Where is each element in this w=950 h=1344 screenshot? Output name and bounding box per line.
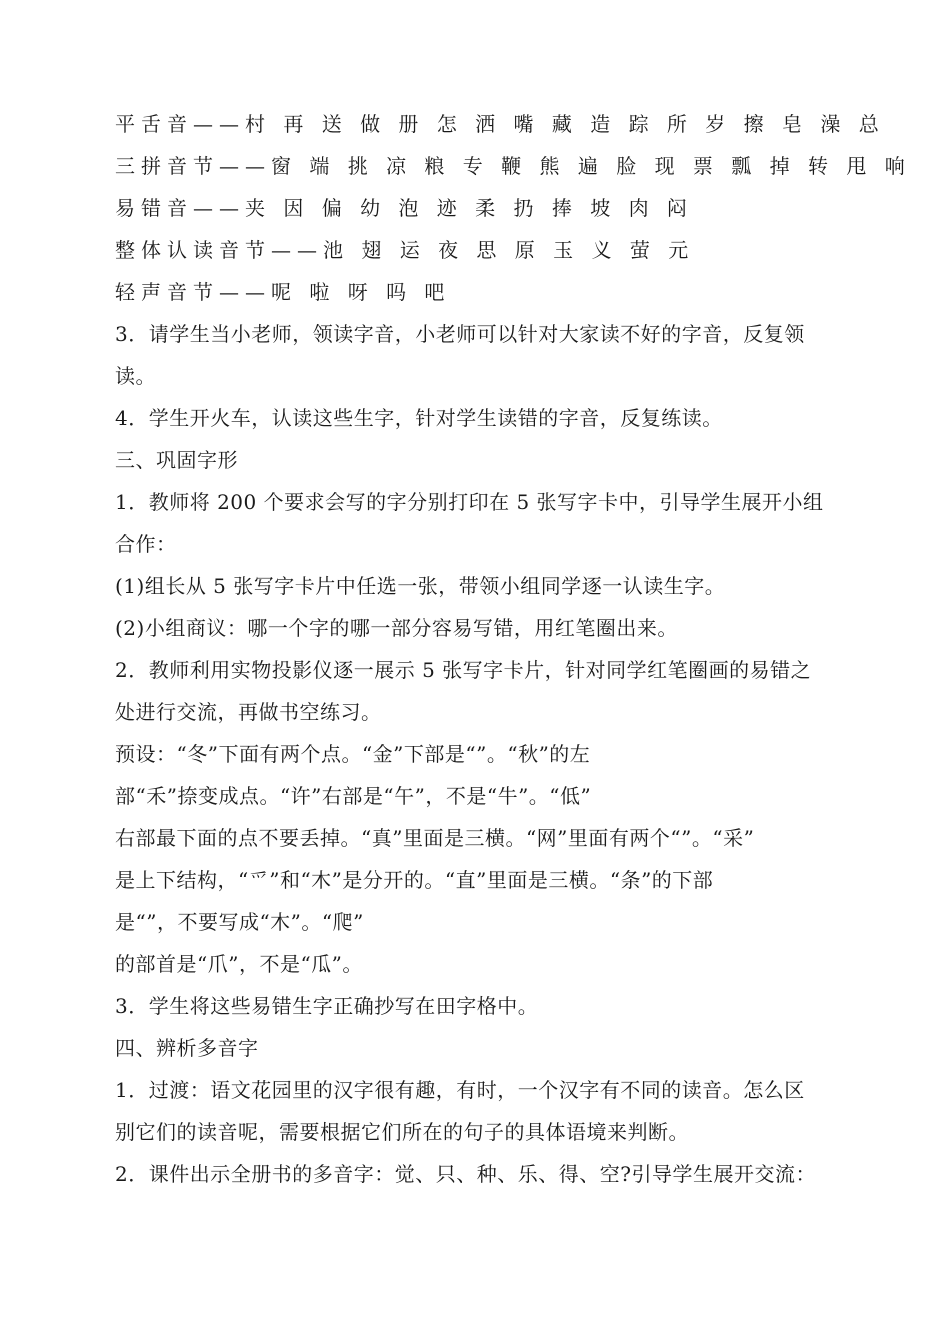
text-line: 易错音——夹 因 偏 幼 泡 迹 柔 扔 捧 坡 肉 闷 (115, 196, 693, 220)
text-line: 2．教师利用实物投影仪逐一展示 5 张写字卡片，针对同学红笔圈画的易错之 (115, 658, 812, 682)
document-body (115, 103, 911, 1195)
text-line: 轻声音节——呢 啦 呀 吗 吧 (115, 280, 451, 304)
text-line: 读。 (115, 364, 156, 388)
text-line: 平舌音——村 再 送 做 册 怎 洒 嘴 藏 造 踪 所 岁 擦 皂 澡 总 (115, 112, 885, 136)
section-heading: 三、巩固字形 (115, 448, 238, 472)
text-line: 别它们的读音呢，需要根据它们所在的句子的具体语境来判断。 (115, 1120, 689, 1144)
text-line: 是上下结构，“爫”和“木”是分开的。“直”里面是三横。“条”的下部 (115, 868, 714, 892)
text-line: 右部最下面的点不要丢掉。“真”里面是三横。“网”里面有两个“”。“采” (115, 826, 755, 850)
section-heading: 四、辨析多音字 (115, 1036, 259, 1060)
text-line: (1)组长从 5 张写字卡片中任选一张，带领小组同学逐一认读生字。 (115, 574, 726, 598)
text-line: 1．过渡：语文花园里的汉字很有趣，有时，一个汉字有不同的读音。怎么区 (115, 1078, 805, 1102)
text-line: 三拼音节——窗 端 挑 凉 粮 专 鞭 熊 遍 脸 现 票 瓢 掉 转 甩 响 (115, 154, 911, 178)
text-line: 整体认读音节——池 翅 运 夜 思 原 玉 义 萤 元 (115, 238, 695, 262)
text-line: 合作： (115, 532, 177, 556)
text-line: 的部首是“爪”，不是“瓜”。 (115, 952, 363, 976)
text-line: 是“”，不要写成“木”。“爬” (115, 910, 364, 934)
text-line: 3．学生将这些易错生字正确抄写在田字格中。 (115, 994, 539, 1018)
text-line: 部“禾”捺变成点。“许”右部是“午”，不是“牛”。“低” (115, 784, 592, 808)
text-line: 预设：“冬”下面有两个点。“金”下部是“”。“秋”的左 (115, 742, 591, 766)
text-line: 2．课件出示全册书的多音字：觉、只、种、乐、得、空?引导学生展开交流： (115, 1162, 816, 1186)
text-line: 处进行交流，再做书空练习。 (115, 700, 382, 724)
text-line: 1．教师将 200 个要求会写的字分别打印在 5 张写字卡中，引导学生展开小组 (115, 490, 824, 514)
text-line: 3．请学生当小老师，领读字音，小老师可以针对大家读不好的字音，反复领 (115, 322, 805, 346)
text-line: 4．学生开火车，认读这些生字，针对学生读错的字音，反复练读。 (115, 406, 723, 430)
text-line: (2)小组商议：哪一个字的哪一部分容易写错，用红笔圈出来。 (115, 616, 678, 640)
